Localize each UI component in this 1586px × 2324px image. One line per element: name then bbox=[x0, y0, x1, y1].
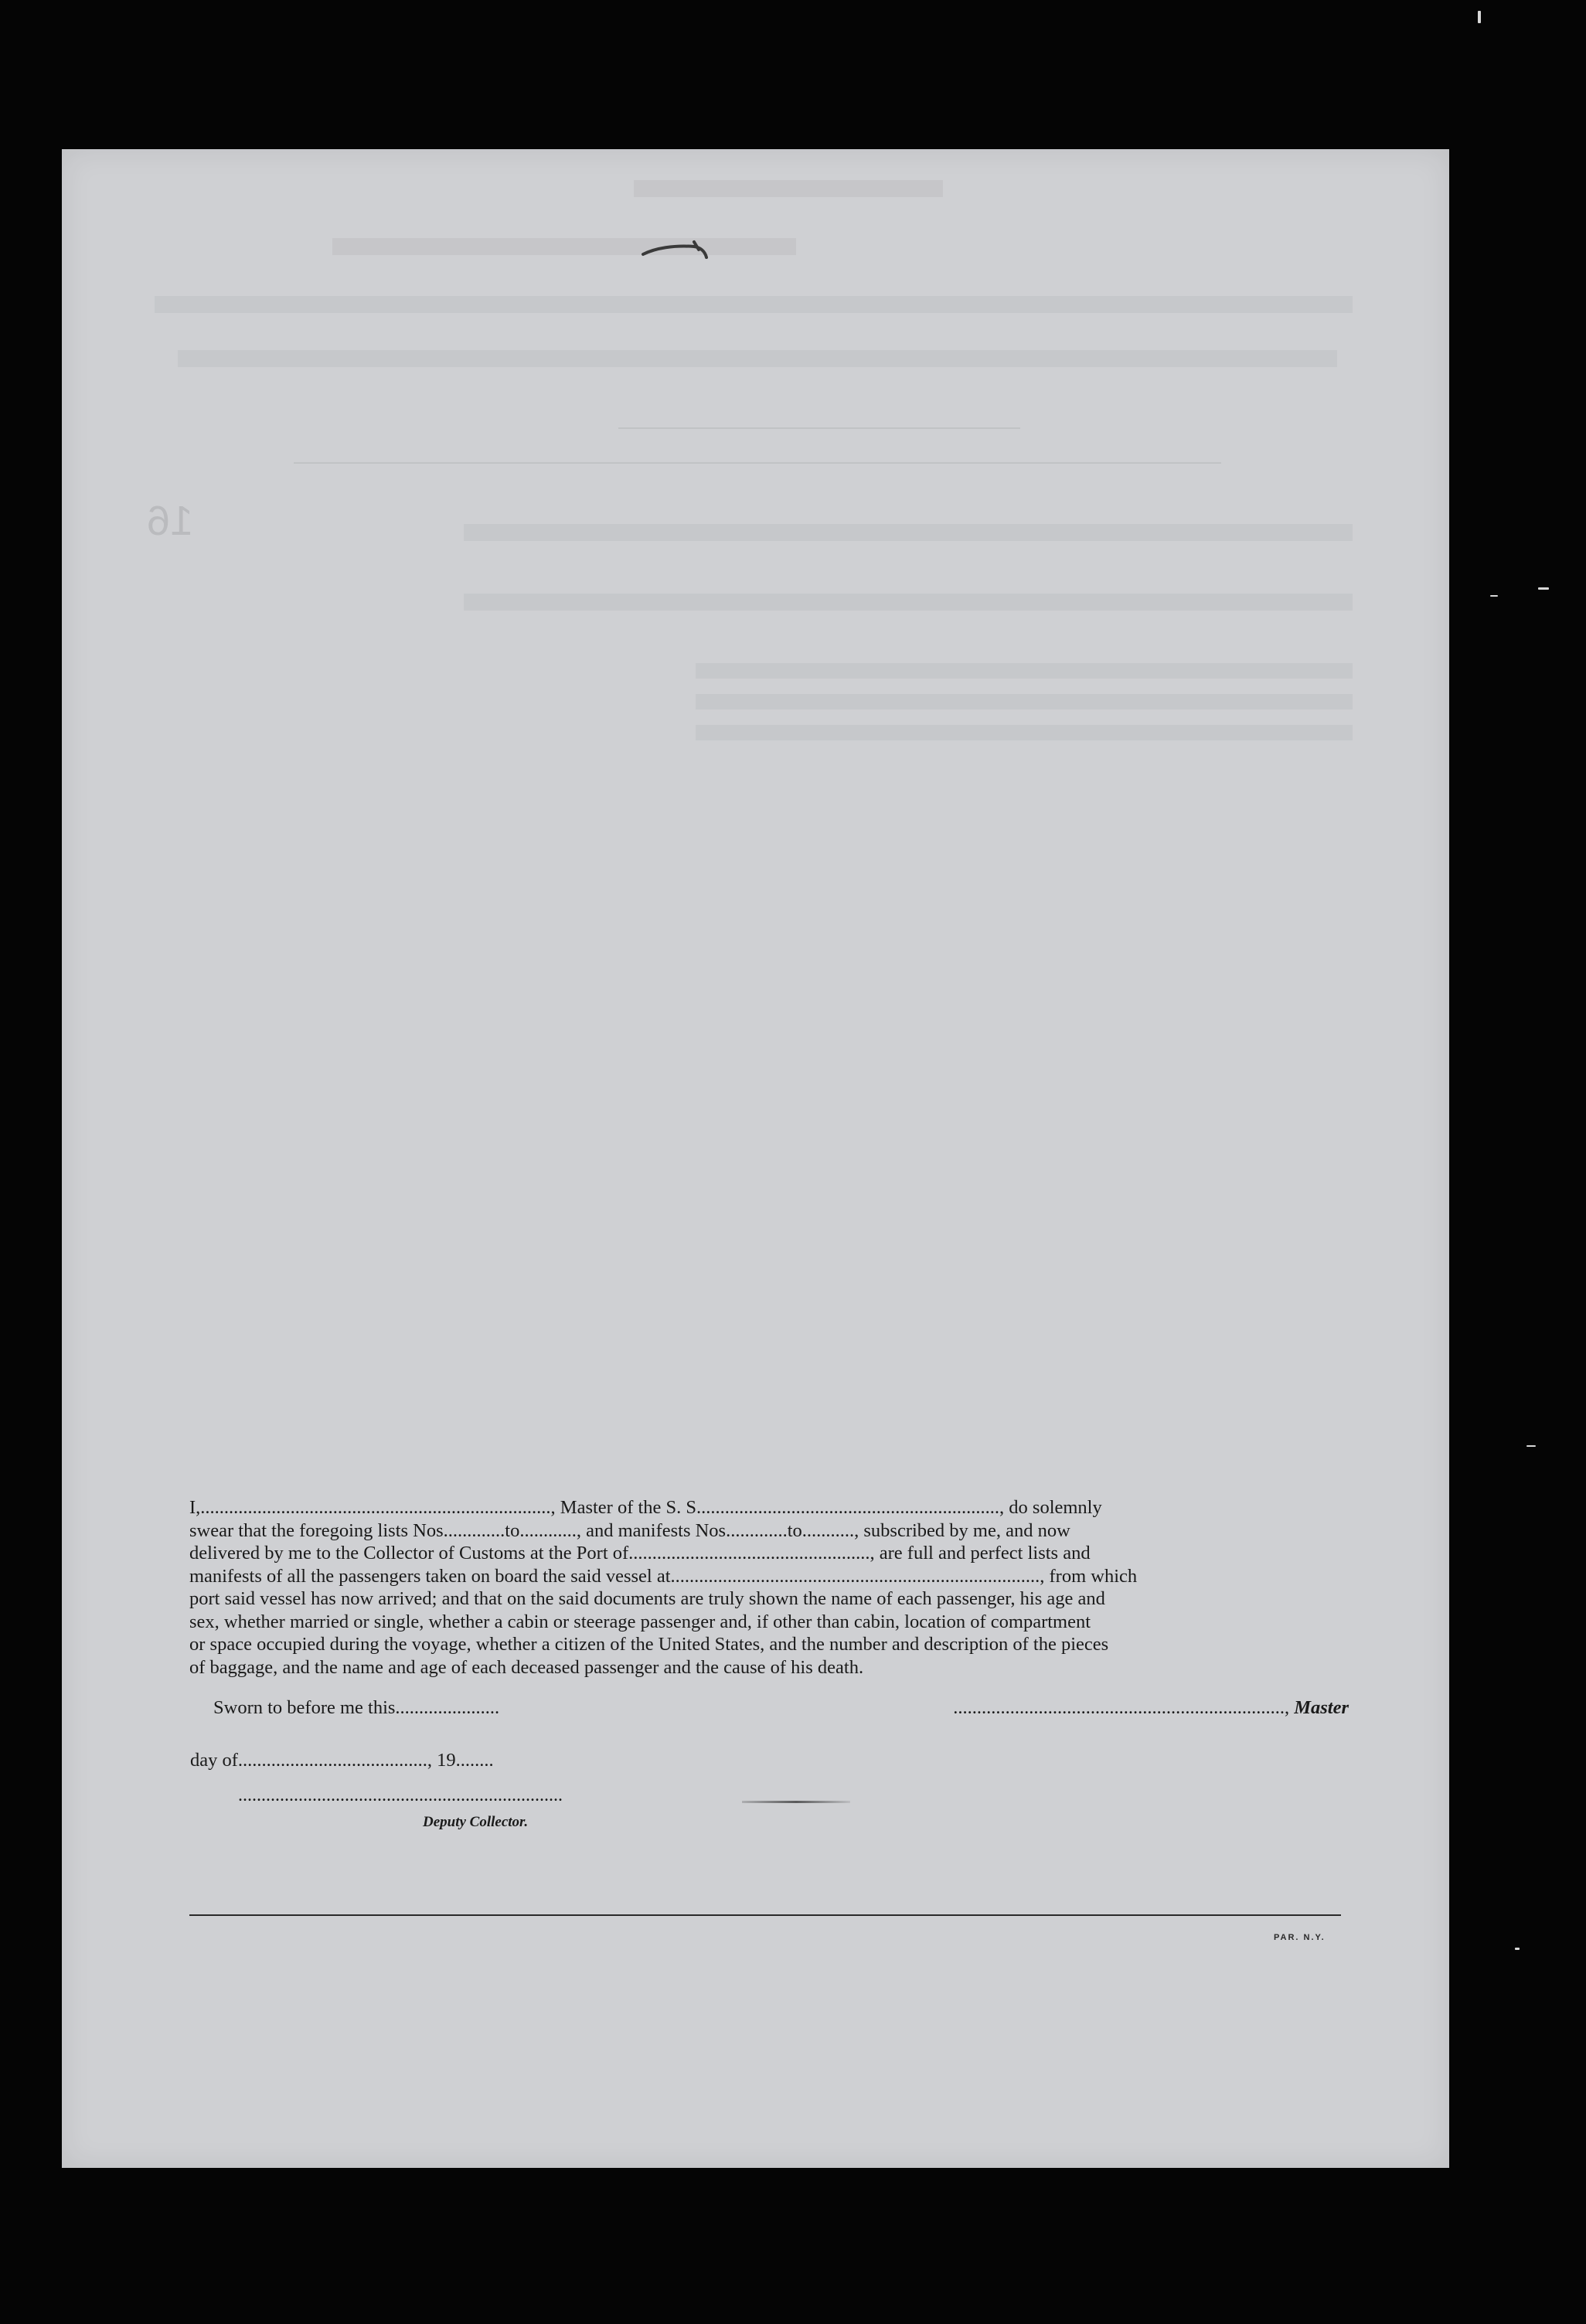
bleed-through-rule bbox=[618, 427, 1020, 429]
printer-mark: PAR. N.Y. bbox=[1274, 1933, 1326, 1942]
sworn-before-line: Sworn to before me this...................... bbox=[213, 1697, 500, 1718]
film-speck bbox=[1526, 1445, 1536, 1447]
film-speck bbox=[1515, 1948, 1520, 1950]
bleed-through-rule bbox=[294, 462, 1221, 464]
bleed-through-text bbox=[634, 180, 943, 197]
master-signature-line bbox=[875, 1697, 1349, 1719]
pen-mark bbox=[640, 234, 714, 265]
bottom-rule bbox=[189, 1914, 1341, 1916]
deputy-collector-label: Deputy Collector. bbox=[423, 1814, 529, 1830]
film-speck bbox=[1538, 587, 1549, 590]
oath-line: or space occupied during the voyage, whether a citizen of the United States, and the number and description of the pieces bbox=[189, 1634, 1109, 1655]
film-speck bbox=[1490, 595, 1498, 597]
manifest-back-page bbox=[62, 149, 1449, 2168]
bleed-through-text bbox=[332, 238, 796, 255]
oath-line: sex, whether married or single, whether a cabin or steerage passenger and, if other than cabin, location of compartment bbox=[189, 1611, 1091, 1632]
master-signature-dots: ......................................................................, bbox=[953, 1697, 1290, 1718]
film-speck bbox=[1478, 11, 1481, 23]
bleed-through-text bbox=[464, 594, 1353, 611]
master-oath-paragraph bbox=[189, 1496, 1349, 1679]
oath-line: port said vessel has now arrived; and that on the said documents are truly shown the name of each passenger, his age and bbox=[189, 1588, 1105, 1609]
stray-pen-stroke bbox=[742, 1801, 850, 1803]
bleed-through-text bbox=[155, 296, 1353, 313]
oath-line: of baggage, and the name and age of each deceased passenger and the cause of his death. bbox=[189, 1656, 864, 1678]
oath-line: I,.........................................................................., Master of the S. S................................................................, do solemnly bbox=[189, 1497, 1102, 1518]
bleed-through-text bbox=[178, 350, 1337, 367]
bleed-through-text bbox=[696, 694, 1353, 709]
bleed-through-text bbox=[696, 663, 1353, 679]
master-label: Master bbox=[1294, 1697, 1349, 1718]
bleed-through-text bbox=[696, 725, 1353, 740]
oath-line: delivered by me to the Collector of Customs at the Port of..................................................., are full and perfect lists and bbox=[189, 1543, 1091, 1564]
bleed-through-number: 16 bbox=[147, 498, 194, 544]
oath-line: manifests of all the passengers taken on board the said vessel at.............................................................................., from which bbox=[189, 1565, 1138, 1587]
deputy-collector-signature-line: ...................................................................... bbox=[238, 1785, 563, 1805]
bleed-through-text bbox=[464, 524, 1353, 541]
day-of-line: day of........................................, 19........ bbox=[190, 1750, 494, 1771]
oath-line: swear that the foregoing lists Nos.............to............, and manifests Nos.............to..........., subscribed by me, and now bbox=[189, 1519, 1070, 1541]
